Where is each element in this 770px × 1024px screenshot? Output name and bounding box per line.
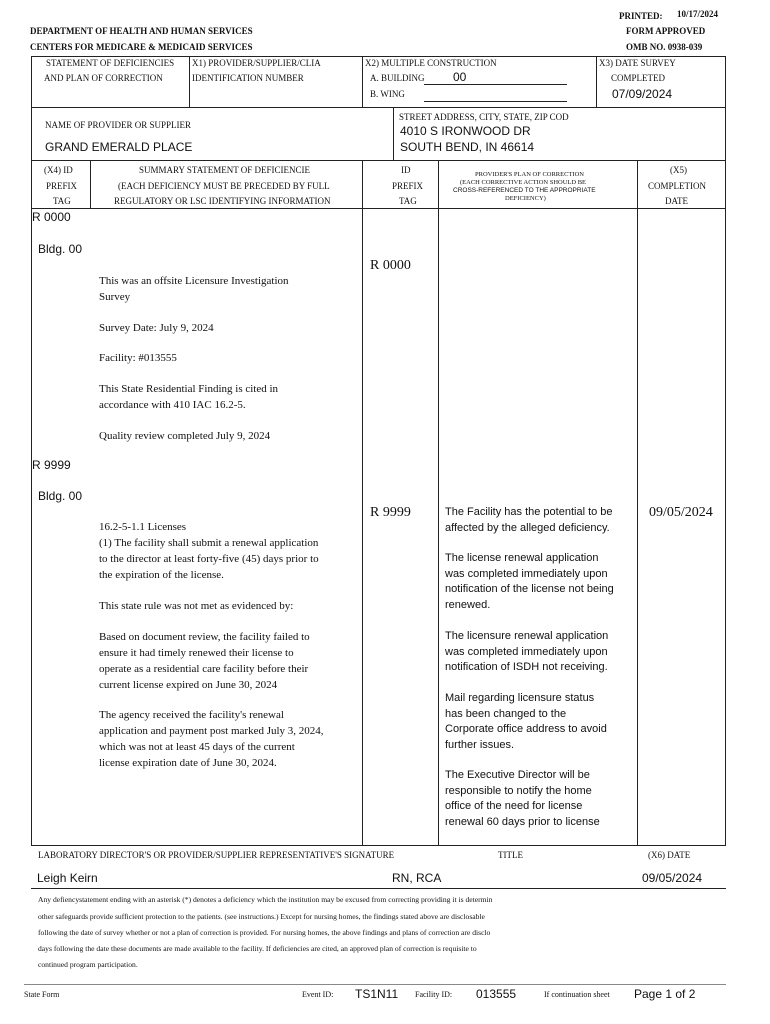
signature-date: 09/05/2024 — [642, 871, 703, 885]
page-number: Page 1 of 2 — [634, 987, 696, 1001]
x4-label: (X4) ID — [44, 165, 73, 175]
summary-note: (EACH DEFICIENCY MUST BE PRECEDED BY FULL — [118, 181, 330, 191]
divider — [393, 107, 394, 160]
completion-date: 09/05/2024 — [649, 505, 713, 520]
printed-date: 10/17/2024 — [677, 9, 719, 19]
x1-label: X1) PROVIDER/SUPPLIER/CLIA — [192, 58, 321, 68]
event-id: TS1N11 — [355, 987, 399, 1001]
building-value: 00 — [453, 70, 467, 84]
summary-label: SUMMARY STATEMENT OF DEFICIENCIE — [139, 165, 311, 175]
divider — [31, 107, 725, 108]
state-form-label: State Form — [24, 990, 60, 999]
event-id-label: Event ID: — [302, 990, 334, 999]
disclaimer-line: days following the date these documents are made available to the facility. If deficiencies are cited, an approved plan of correction is requisite to — [38, 944, 477, 953]
printed-label: PRINTED: — [619, 11, 663, 21]
frame-right-line — [725, 56, 726, 845]
building-tag: Bldg. 00 — [38, 489, 83, 503]
completed-label: COMPLETED — [611, 73, 665, 83]
statement-label: STATEMENT OF DEFICIENCIES — [46, 58, 175, 68]
survey-date: 07/09/2024 — [612, 87, 673, 101]
prefix-label: PREFIX — [46, 181, 78, 191]
summary-note: REGULATORY OR LSC IDENTIFYING INFORMATION — [114, 196, 331, 206]
finding-paragraph: Based on document review, the facility failed to ensure it had timely renewed their license to operate as a residential care facility before their current license expired on June 30, 2024 — [99, 631, 310, 691]
divider — [438, 160, 439, 845]
x5-label: (X5) — [670, 165, 687, 175]
facility-id-label: Facility ID: — [415, 990, 453, 999]
wing-underline — [424, 101, 567, 102]
completion-label: COMPLETION — [648, 181, 706, 191]
finding-paragraph: This State Residential Finding is cited in accordance with 410 IAC 16.2-5. — [99, 383, 279, 411]
disclaimer-line: continued program participation. — [38, 960, 138, 969]
facility-id: 013555 — [476, 987, 517, 1001]
correction-paragraph: The licensure renewal application was completed immediately upon notification of ISDH not receiving. — [445, 630, 609, 673]
address-label: STREET ADDRESS, CITY, STATE, ZIP COD — [399, 112, 569, 122]
building-underline — [424, 84, 567, 85]
tag-r9999: R 9999 — [32, 458, 71, 472]
divider — [362, 56, 363, 107]
signature-label: LABORATORY DIRECTOR'S OR PROVIDER/SUPPLIER REPRESENTATIVE'S SIGNATURE — [38, 850, 395, 860]
signer-name: Leigh Keirn — [37, 871, 98, 885]
frame-left-line — [31, 56, 32, 845]
finding-paragraph: Facility: #013555 — [99, 352, 177, 364]
plan-note: DEFICIENCY) — [505, 195, 546, 202]
finding-paragraph: 16.2-5-1.1 Licenses (1) The facility shall submit a renewal application to the director at least forty-five (45) days prior to the expiration of the license. — [99, 521, 319, 581]
divider — [362, 160, 363, 845]
tag-r0000: R 0000 — [32, 210, 71, 224]
centers-title: CENTERS FOR MEDICARE & MEDICAID SERVICES — [30, 42, 253, 52]
divider — [31, 160, 725, 161]
street-address: 4010 S IRONWOOD DR — [400, 124, 531, 138]
correction-paragraph: The Executive Director will be responsible to notify the home office of the need for license renewal 60 days prior to license — [445, 769, 600, 828]
correction-paragraph: Mail regarding licensure status has been changed to the Corporate office address to avoid further issues. — [445, 692, 607, 751]
plan-label: PROVIDER'S PLAN OF CORRECTION — [475, 171, 584, 178]
prefix-label: PREFIX — [392, 181, 424, 191]
divider — [189, 56, 190, 107]
form-approved: FORM APPROVED — [626, 26, 706, 36]
disclaimer-line: following the date of survey whether or not a plan of correction is provided. For nursing homes, the above findings and plans of correction are disclo — [38, 928, 491, 937]
plan-note: CROSS-REFERENCED TO THE APPROPRIATE — [453, 187, 596, 194]
id-r0000: R 0000 — [370, 258, 411, 273]
finding-paragraph: This was an offsite Licensure Investigation Survey — [99, 275, 289, 303]
correction-paragraph: The Facility has the potential to be affected by the alleged deficiency. — [445, 506, 613, 534]
id-label: ID — [401, 165, 411, 175]
plan-of-correction-label: AND PLAN OF CORRECTION — [44, 73, 163, 83]
identification-label: IDENTIFICATION NUMBER — [192, 73, 304, 83]
x6-date-label: (X6) DATE — [648, 850, 691, 860]
provider-name: GRAND EMERALD PLACE — [45, 140, 193, 154]
tag-label: TAG — [399, 196, 417, 206]
finding-paragraph: Survey Date: July 9, 2024 — [99, 322, 214, 334]
provider-name-label: NAME OF PROVIDER OR SUPPLIER — [45, 120, 192, 130]
date-label: DATE — [665, 196, 688, 206]
plan-note: (EACH CORRECTIVE ACTION SHOULD BE — [460, 179, 587, 186]
divider — [637, 160, 638, 845]
building-label: A. BUILDING — [370, 73, 425, 83]
signer-title: RN, RCA — [392, 871, 442, 885]
divider — [90, 160, 91, 208]
department-title: DEPARTMENT OF HEALTH AND HUMAN SERVICES — [30, 26, 253, 36]
wing-label: B. WING — [370, 89, 405, 99]
finding-paragraph: The agency received the facility's renewal application and payment post marked July 3, 2024, which was not at least 45 days of the current license expiration date of June 30, 2024. — [99, 709, 324, 769]
divider — [31, 888, 726, 889]
x3-label: X3) DATE SURVEY — [599, 58, 676, 68]
disclaimer-line: other safeguards provide sufficient protection to the patients. (see instructions.) Except for nursing homes, the findings stated above are disclosable — [38, 912, 485, 921]
correction-paragraph: The license renewal application was completed immediately upon notification of the license not being renewed. — [445, 552, 614, 611]
city-state-zip: SOUTH BEND, IN 46614 — [400, 140, 535, 154]
tag-label: TAG — [53, 196, 71, 206]
divider — [31, 208, 725, 209]
title-label: TITLE — [498, 850, 523, 860]
divider — [596, 56, 597, 107]
omb-number: OMB NO. 0938-039 — [626, 42, 703, 52]
finding-paragraph: Quality review completed July 9, 2024 — [99, 430, 271, 442]
finding-paragraph: This state rule was not met as evidenced by: — [99, 600, 294, 612]
frame-bottom-line — [31, 845, 726, 846]
footer-rule — [24, 984, 726, 985]
x2-label: X2) MULTIPLE CONSTRUCTION — [365, 58, 497, 68]
id-r9999: R 9999 — [370, 505, 411, 520]
continuation-label: If continuation sheet — [544, 990, 610, 999]
building-tag: Bldg. 00 — [38, 242, 83, 256]
disclaimer-line: Any defiencystatement ending with an asterisk (*) denotes a deficiency which the institution may be excused from correcting providing it is determin — [38, 895, 493, 904]
frame-top-line — [31, 56, 725, 57]
